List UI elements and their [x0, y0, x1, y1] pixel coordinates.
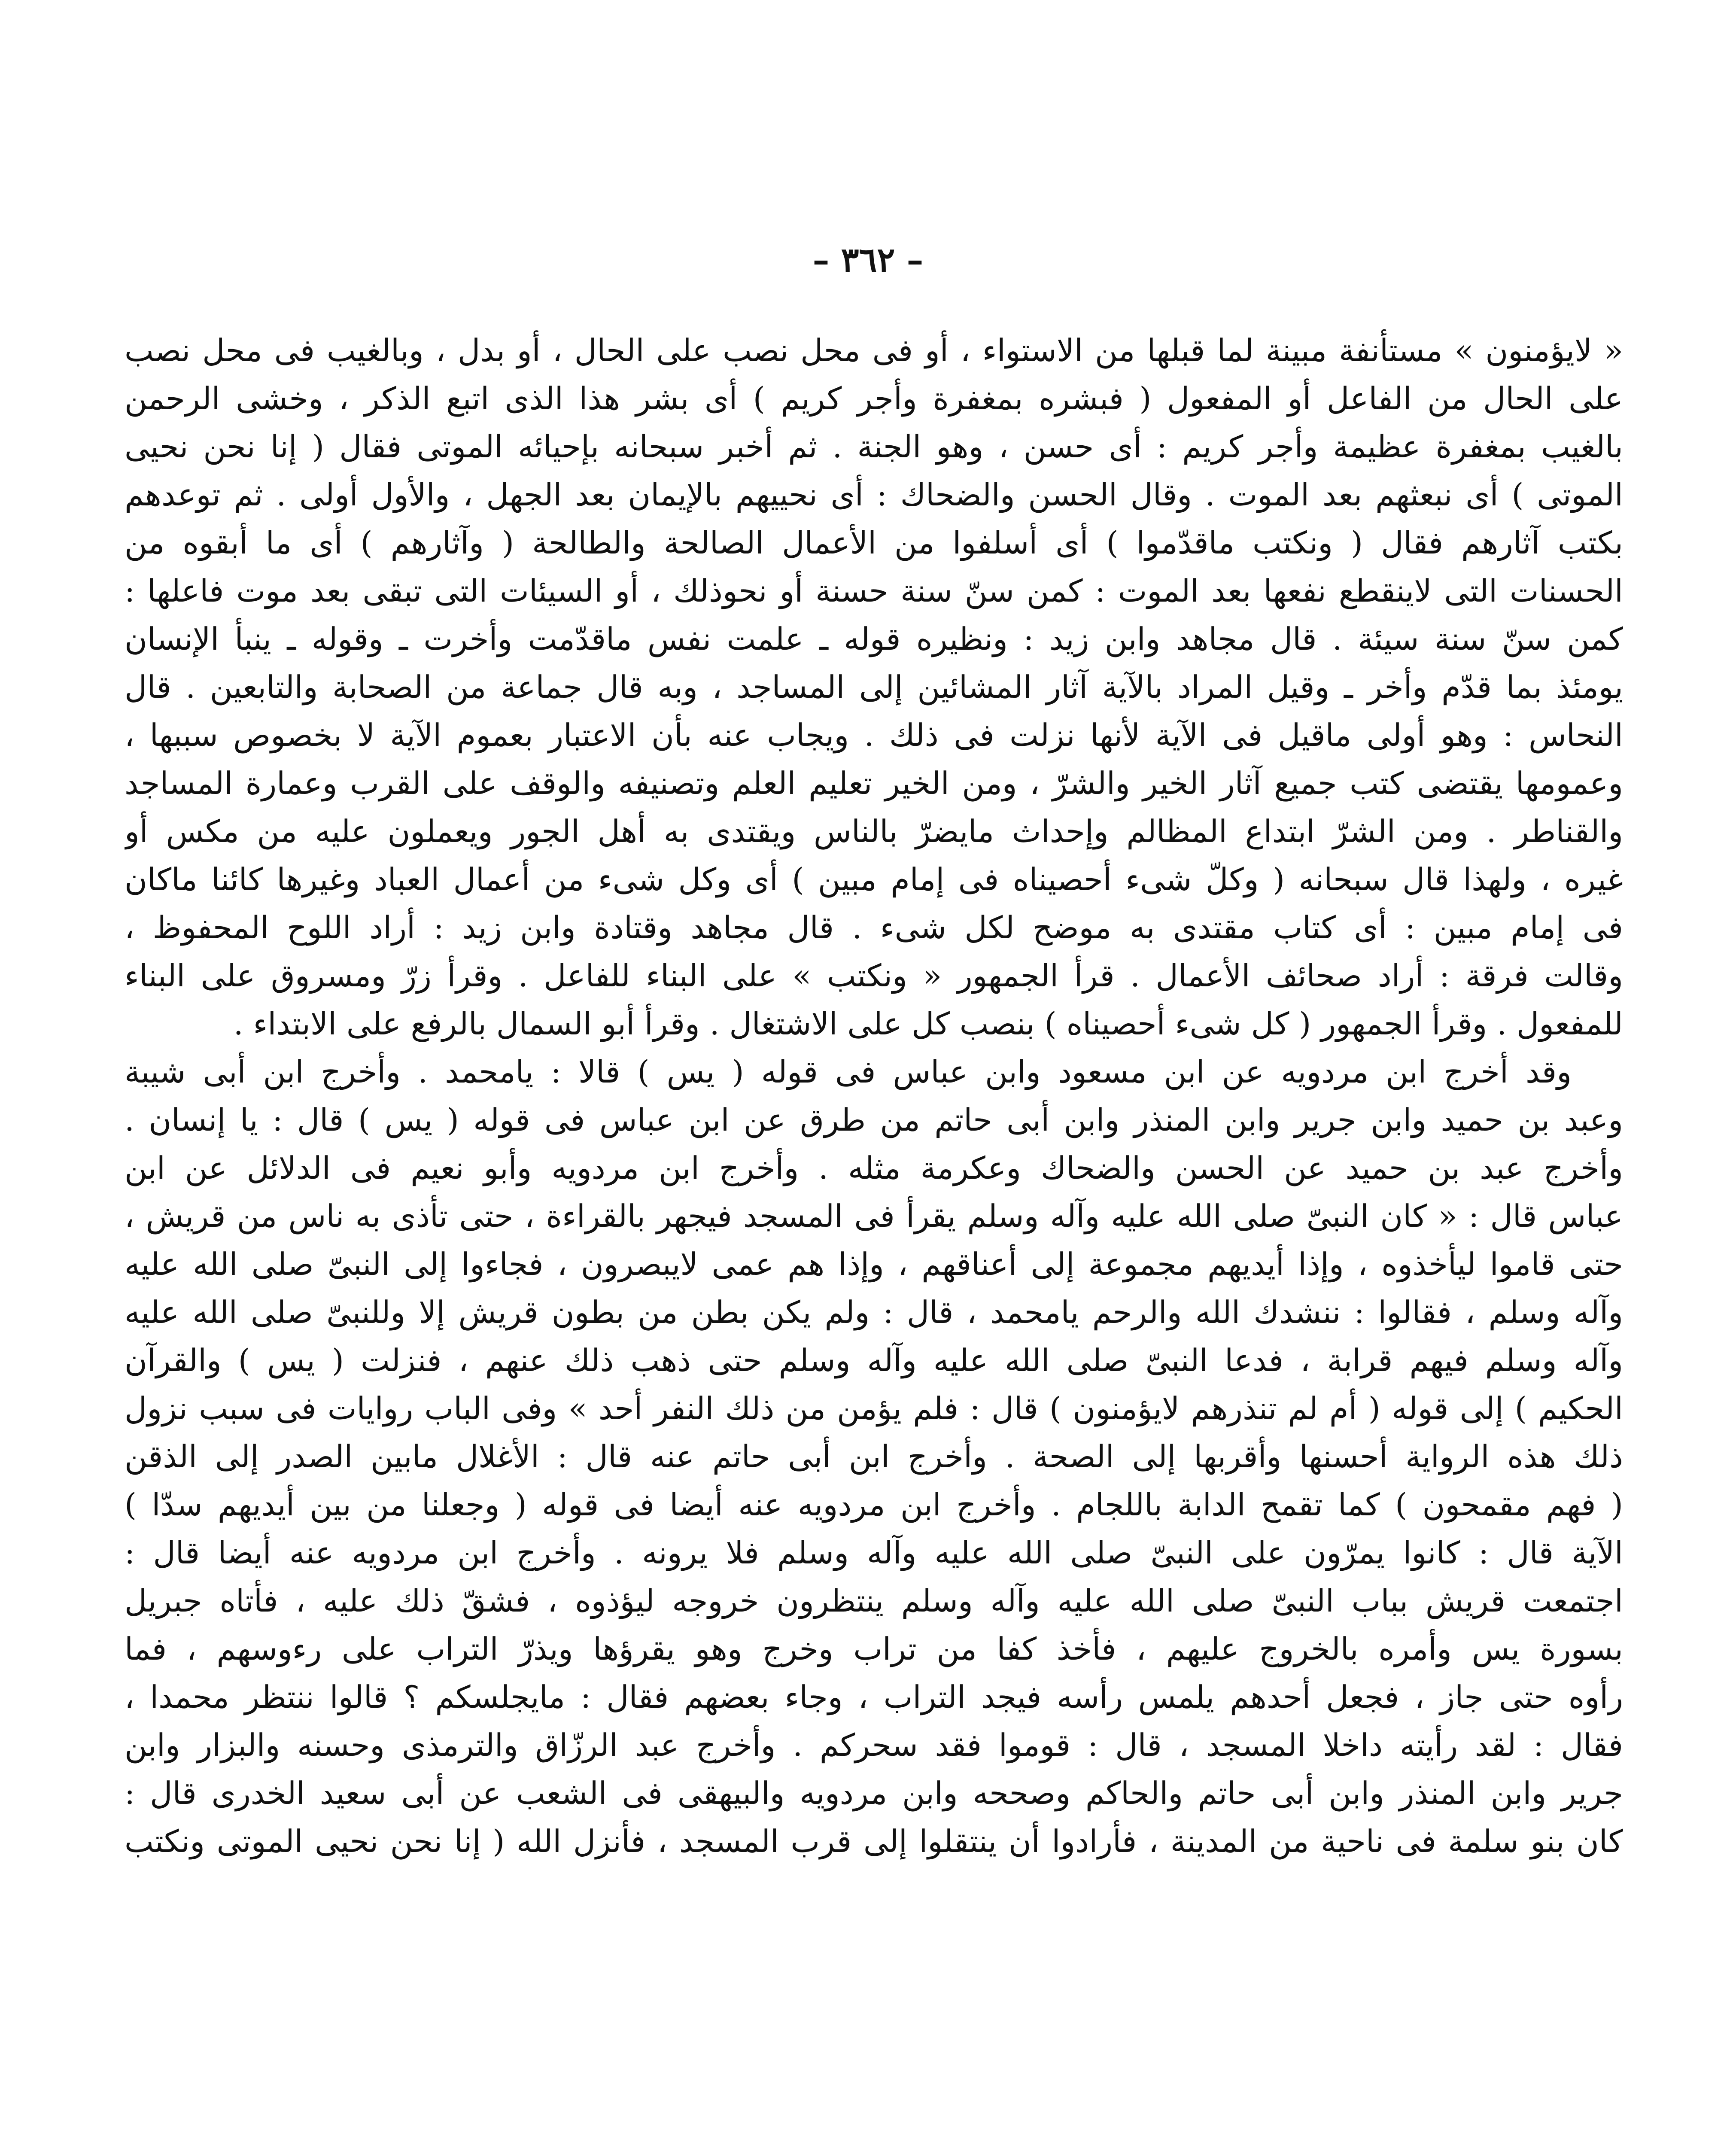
text-line: كان بنو سلمة فى ناحية من المدينة ، فأرادوا أن ينتقلوا إلى قرب المسجد ، فأنزل الله ( إنا نحن نحيى الموتى ونكتب	[125, 1823, 1623, 1859]
text-line: « لايؤمنون » مستأنفة مبينة لما قبلها من الاستواء ، أو فى محل نصب على الحال ، أو بدل ، وبالغيب فى محل نصب	[125, 332, 1623, 368]
text-line: بسورة يس وأمره بالخروج عليهم ، فأخذ كفا من تراب وخرج وهو يقرؤها ويذرّ التراب على رءوسهم ، فما	[125, 1631, 1623, 1667]
text-line: اجتمعت قريش بباب النبىّ صلى الله عليه وآله وسلم ينتظرون خروجه ليؤذوه ، فشقّ ذلك عليه ، فأتاه جبريل	[125, 1583, 1623, 1619]
text-line: والقناطر . ومن الشرّ ابتداع المظالم وإحداث مايضرّ بالناس ويقتدى به أهل الجور ويعملون عليه من مكس أو	[125, 813, 1623, 849]
text-line: وآله وسلم ، فقالوا : ننشدك الله والرحم يامحمد ، قال : ولم يكن بطن من بطون قريش إلا وللنبىّ صلى الله عليه	[125, 1294, 1623, 1330]
text-line: جرير وابن المنذر وابن أبى حاتم والحاكم وصححه وابن مردويه والبيهقى فى الشعب عن أبى سعيد الخدرى قال :	[125, 1775, 1623, 1811]
text-line: عباس قال : « كان النبىّ صلى الله عليه وآله وسلم يقرأ فى المسجد فيجهر بالقراءة ، حتى تأذى به ناس من قريش ،	[125, 1198, 1623, 1234]
text-line: وقالت فرقة : أراد صحائف الأعمال . قرأ الجمهور « ونكتب » على البناء للفاعل . وقرأ زرّ ومسروق على البناء	[125, 958, 1623, 994]
page-body	[125, 326, 1623, 1865]
text-line: حتى قاموا ليأخذوه ، وإذا أيديهم مجموعة إلى أعناقهم ، وإذا هم عمى لايبصرون ، فجاءوا إلى النبىّ صلى الله عليه	[125, 1246, 1623, 1282]
text-line: رأوه حتى جاز ، فجعل أحدهم يلمس رأسه فيجد التراب ، وجاء بعضهم فقال : مايجلسكم ؟ قالوا ننتظر محمدا ،	[125, 1679, 1623, 1715]
text-line: ( فهم مقمحون ) كما تقمح الدابة باللجام . وأخرج ابن مردويه عنه أيضا فى قوله ( وجعلنا من بين أيديهم سدّا )	[125, 1487, 1623, 1523]
text-line: الحكيم ) إلى قوله ( أم لم تنذرهم لايؤمنون ) قال : فلم يؤمن من ذلك النفر أحد » وفى الباب روايات فى سبب نزول	[125, 1390, 1623, 1426]
text-line: وأخرج عبد بن حميد عن الحسن والضحاك وعكرمة مثله . وأخرج ابن مردويه وأبو نعيم فى الدلائل عن ابن	[125, 1150, 1623, 1186]
text-line: بكتب آثارهم فقال ( ونكتب ماقدّموا ) أى أسلفوا من الأعمال الصالحة والطالحة ( وآثارهم ) أى ما أبقوه من	[125, 525, 1623, 561]
text-line: الموتى ) أى نبعثهم بعد الموت . وقال الحسن والضحاك : أى نحييهم بالإيمان بعد الجهل ، والأول أولى . ثم توعدهم	[125, 477, 1623, 513]
text-line: كمن سنّ سنة سيئة . قال مجاهد وابن زيد : ونظيره قوله ـ علمت نفس ماقدّمت وأخرت ـ وقوله ـ ينبأ الإنسان	[125, 621, 1623, 657]
text-line: للمفعول . وقرأ الجمهور ( كل شىء أحصيناه ) بنصب كل على الاشتغال . وقرأ أبو السمال بالرفع على الابتداء .	[233, 1006, 1623, 1042]
text-line: الحسنات التى لاينقطع نفعها بعد الموت : كمن سنّ سنة حسنة أو نحوذلك ، أو السيئات التى تبقى بعد موت فاعلها :	[125, 573, 1623, 609]
text-line: غيره ، ولهذا قال سبحانه ( وكلّ شىء أحصيناه فى إمام مبين ) أى وكل شىء من أعمال العباد وغيرها كائنا ماكان	[125, 861, 1623, 897]
text-line: وعمومها يقتضى كتب جميع آثار الخير والشرّ ، ومن الخير تعليم العلم وتصنيفه والوقف على القرب وعمارة المساجد	[125, 765, 1623, 801]
text-line: وآله وسلم فيهم قرابة ، فدعا النبىّ صلى الله عليه وآله وسلم حتى ذهب ذلك عنهم ، فنزلت ( يس ) والقرآن	[125, 1342, 1623, 1378]
text-line: الآية قال : كانوا يمرّون على النبىّ صلى الله عليه وآله وسلم فلا يرونه . وأخرج ابن مردويه عنه أيضا قال :	[125, 1535, 1623, 1571]
text-line: النحاس : وهو أولى ماقيل فى الآية لأنها نزلت فى ذلك . ويجاب عنه بأن الاعتبار بعموم الآية لا بخصوص سببها ،	[125, 717, 1623, 753]
text-line: على الحال من الفاعل أو المفعول ( فبشره بمغفرة وأجر كريم ) أى بشر هذا الذى اتبع الذكر ، وخشى الرحمن	[125, 380, 1623, 417]
text-line: وعبد بن حميد وابن جرير وابن المنذر وابن أبى حاتم من طرق عن ابن عباس فى قوله ( يس ) قال : يا إنسان .	[125, 1102, 1623, 1138]
text-line: فى إمام مبين : أى كتاب مقتدى به موضح لكل شىء . قال مجاهد وقتادة وابن زيد : أراد اللوح المحفوظ ،	[125, 909, 1623, 946]
text-line: يومئذ بما قدّم وأخر ـ وقيل المراد بالآية آثار المشائين إلى المساجد ، وبه قال جماعة من الصحابة والتابعين . قال	[125, 669, 1623, 705]
text-line: بالغيب بمغفرة عظيمة وأجر كريم : أى حسن ، وهو الجنة . ثم أخبر سبحانه بإحيائه الموتى فقال ( إنا نحن نحيى	[125, 429, 1623, 465]
text-line: فقال : لقد رأيته داخلا المسجد ، قال : قوموا فقد سحركم . وأخرج عبد الرزّاق والترمذى وحسنه والبزار وابن	[125, 1727, 1623, 1763]
text-line: وقد أخرج ابن مردويه عن ابن مسعود وابن عباس فى قوله ( يس ) قالا : يامحمد . وأخرج ابن أبى شيبة	[125, 1054, 1572, 1090]
text-line: ذلك هذه الرواية أحسنها وأقربها إلى الصحة . وأخرج ابن أبى حاتم عنه قال : الأغلال مابين الصدر إلى الذقن	[125, 1438, 1623, 1475]
page-number: – ٣٦٢ –	[812, 240, 924, 280]
